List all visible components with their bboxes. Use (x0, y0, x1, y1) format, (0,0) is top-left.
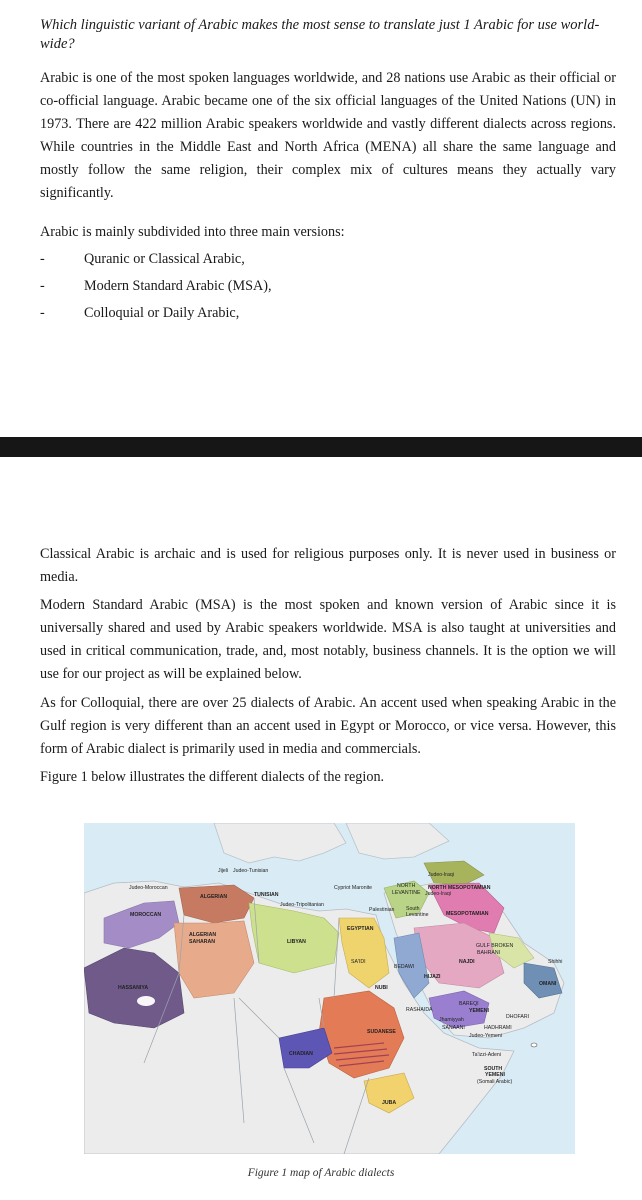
map-label: Jijeli (218, 868, 229, 874)
map-label: HADHRAMI (484, 1025, 512, 1031)
map-label: Judeo-Tripolitanian (280, 902, 324, 908)
map-label: SANAANI (442, 1025, 465, 1031)
map-label: ALGERIAN (189, 932, 217, 938)
document-page-1 (0, 0, 642, 437)
map-label: NUBI (375, 985, 388, 991)
bullet-dash: - (40, 278, 45, 294)
bullet-dash: - (40, 251, 45, 267)
map-label: Jhamiyyah (439, 1017, 464, 1023)
map-label: DHOFARI (506, 1014, 530, 1020)
msa-paragraph: Modern Standard Arabic (MSA) is the most spoken and known version of Arabic since it is universally shared and used by Arabic speakers worldwide. MSA is also taught at universities and used in critical communication, trade, and, most notably, business channels. It is the option we will use for our project as will be explained below. (40, 597, 616, 682)
dialect-map (84, 823, 575, 1154)
map-label: (Somali Arabic) (477, 1079, 513, 1085)
map-label: LIBYAN (287, 939, 306, 945)
map-label: NORTH (397, 883, 416, 889)
map-label: MESOPOTAMIAN (446, 911, 489, 917)
bullet-dash: - (40, 305, 45, 321)
map-label: LEVANTINE (392, 890, 421, 896)
intro-paragraph: Arabic is one of the most spoken languages worldwide, and 28 nations use Arabic as their official or co-official language. Arabic became one of the six official languages of the United Nations (UN) in 1973. There are 422 million Arabic speakers worldwide and vastly different dialects across regions. While countries in the Middle East and North Africa (MENA) all share the same language and mostly follow the same religion, their complex mix of cultures means they actually vary significantly. (40, 70, 616, 201)
map-label: BAREQI (459, 1001, 479, 1007)
map-blank-area (137, 996, 155, 1006)
page-separator (0, 437, 642, 457)
map-label: EGYPTIAN (347, 926, 374, 932)
map-label: Judeo-Iraqi (425, 891, 451, 897)
map-label: Ta'izzi-Adeni (472, 1052, 501, 1058)
map-label: Judeo-Moroccan (129, 885, 168, 891)
dialect-map-svg (84, 823, 575, 1154)
figure-caption: Figure 1 map of Arabic dialects (247, 1167, 395, 1179)
colloquial-paragraph: As for Colloquial, there are over 25 dialects of Arabic. An accent used when speaking Arabic in the Gulf region is very different than an accent used in Egypt or Morocco, or vice versa. However, this form of Arabic dialect is primarily used in media and commercials. (40, 695, 616, 757)
map-label: NORTH MESOPOTAMIAN (428, 885, 491, 891)
map-label: JUBA (382, 1100, 397, 1106)
map-label: RASHAIDA (406, 1007, 433, 1013)
map-label: ALGERIAN (200, 894, 228, 900)
versions-list (40, 248, 600, 329)
document-page-2 (0, 457, 642, 1200)
map-label: YEMENI (469, 1008, 489, 1014)
map-label: OMANI (539, 981, 557, 987)
map-label: South (406, 906, 420, 912)
map-label: BAHRANI (477, 950, 501, 956)
map-label: TUNISIAN (254, 892, 279, 898)
classical-paragraph: Classical Arabic is archaic and is used for religious purposes only. It is never used in business or media. (40, 546, 616, 585)
map-label: BEDAWI (394, 964, 415, 970)
figure-reference: Figure 1 below illustrates the different dialects of the region. (40, 769, 385, 785)
map-label: MOROCCAN (130, 912, 162, 918)
map-label: NAJDI (459, 959, 475, 965)
map-label: CHADIAN (289, 1051, 313, 1057)
map-label: HIJAZI (424, 974, 441, 980)
bullet-text: Colloquial or Daily Arabic, (84, 305, 240, 321)
map-label: SA'IDI (351, 959, 366, 965)
map-label: SUDANESE (367, 1029, 396, 1035)
map-label: Cypriot Maronite (334, 885, 373, 891)
map-label: Judeo-Yemeni (469, 1033, 502, 1039)
map-label: Palestinian (369, 907, 395, 913)
bullet-text: Modern Standard Arabic (MSA), (84, 278, 272, 294)
map-label: GULF BROKEN (476, 943, 514, 949)
bullet-text: Quranic or Classical Arabic, (84, 251, 245, 267)
map-label: SAHARAN (189, 939, 215, 945)
versions-intro: Arabic is mainly subdivided into three main versions: (40, 224, 345, 240)
map-label: Levantine (406, 912, 429, 918)
list-item (40, 302, 600, 329)
map-label: Judeo-Iraqi (428, 872, 454, 878)
island-marker (531, 1043, 537, 1047)
map-label: HASSANIYA (118, 985, 149, 991)
map-label: YEMENI (485, 1072, 505, 1078)
list-item (40, 248, 600, 275)
map-label: Judeo-Tunisian (233, 868, 269, 874)
map-label: SOUTH (484, 1066, 503, 1072)
section-heading: Which linguistic variant of Arabic makes the most sense to translate just 1 Arabic for use world-wide? (40, 17, 600, 52)
map-label: Shihhi (548, 959, 563, 965)
list-item (40, 275, 600, 302)
